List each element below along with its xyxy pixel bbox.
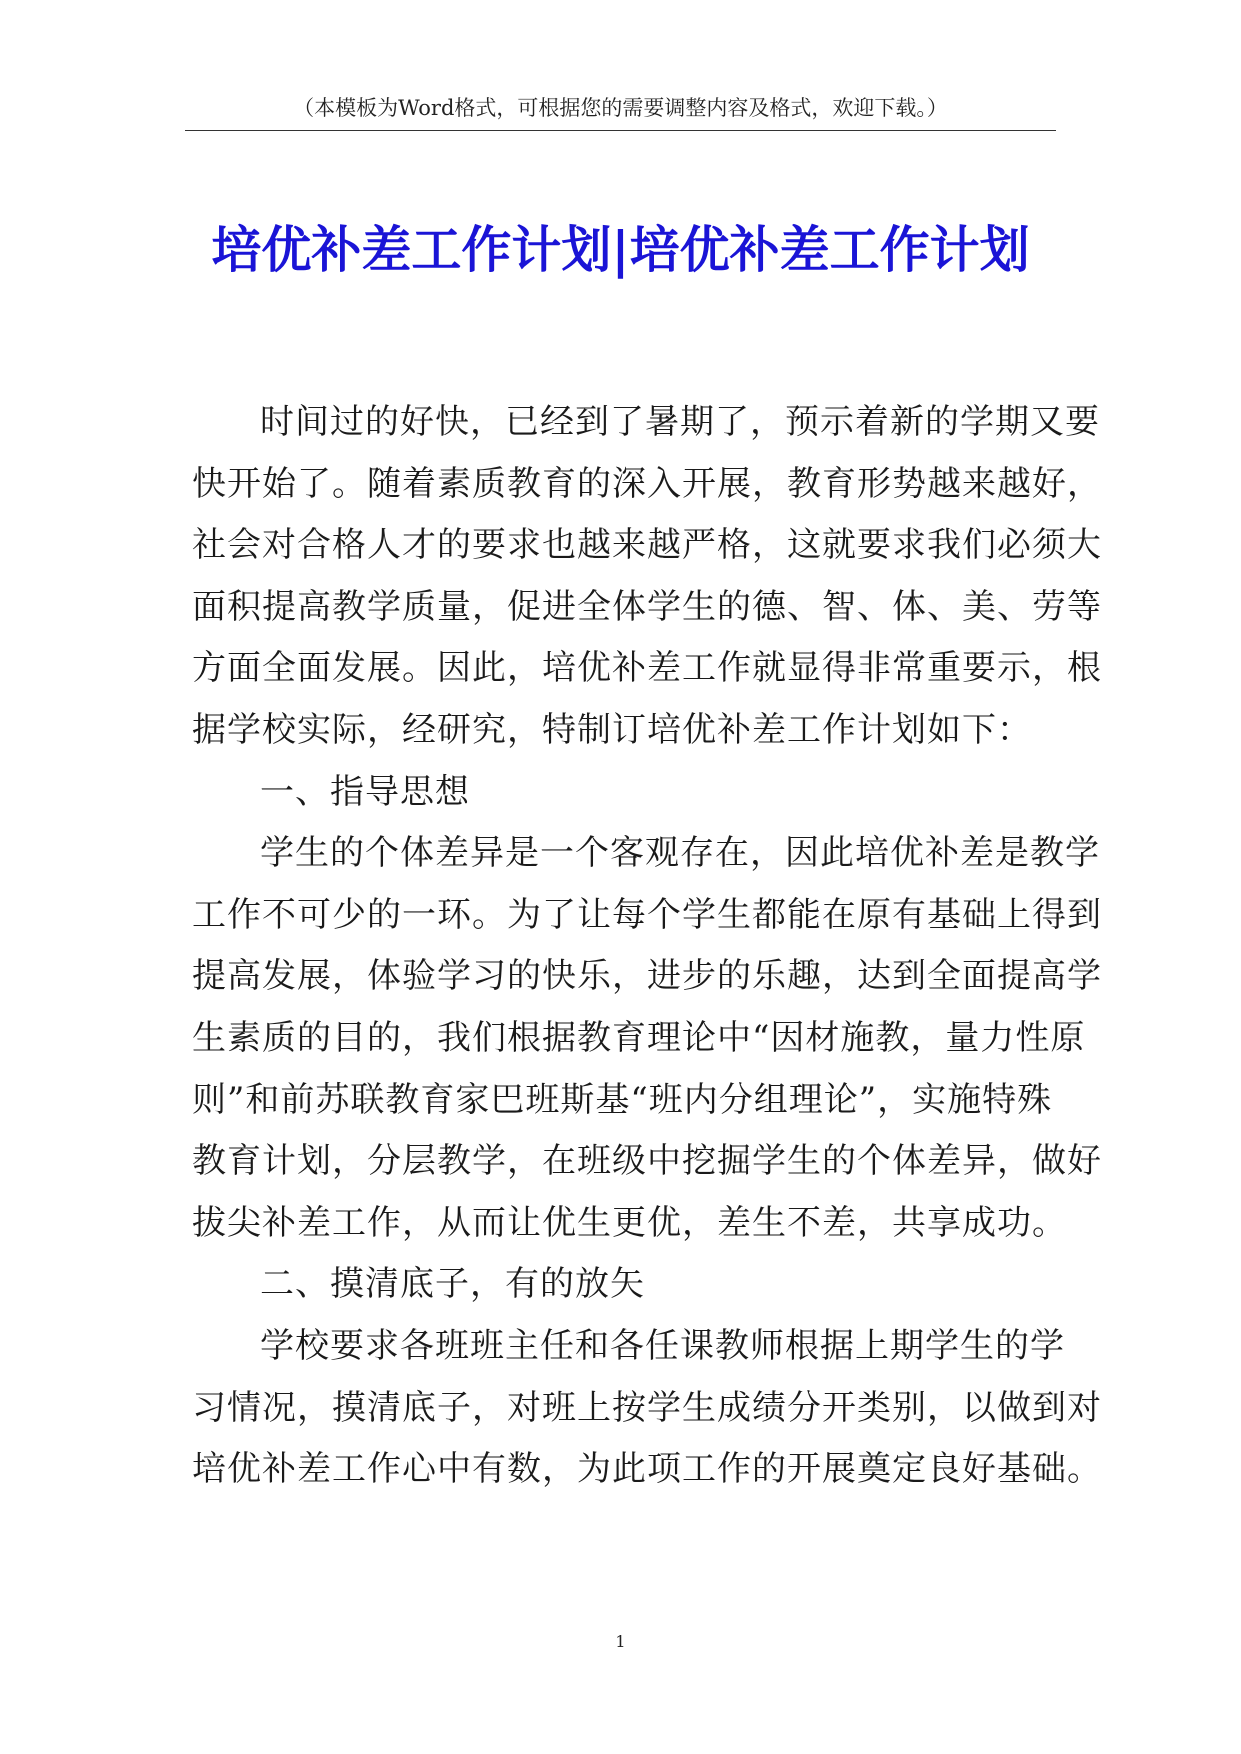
document-body bbox=[192, 392, 1102, 1501]
body-line: 面积提高教学质量，促进全体学生的德、智、体、美、劳等 bbox=[192, 586, 1102, 627]
body-line: 工作不可少的一环。为了让每个学生都能在原有基础上得到 bbox=[192, 894, 1102, 935]
body-line: 时间过的好快，已经到了暑期了，预示着新的学期又要 bbox=[260, 402, 1100, 442]
header-divider bbox=[185, 130, 1056, 131]
body-line: 生素质的目的，我们根据教育理论中“因材施教，量力性原 bbox=[192, 1017, 1086, 1058]
section-heading: 一、指导思想 bbox=[260, 771, 470, 812]
body-line: 习情况，摸清底子，对班上按学生成绩分开类别，以做到对 bbox=[192, 1387, 1102, 1428]
section-heading: 二、摸清底子，有的放矢 bbox=[260, 1264, 645, 1305]
body-line: 学生的个体差异是一个客观存在，因此培优补差是教学 bbox=[260, 833, 1100, 874]
body-line: 学校要求各班班主任和各任课教师根据上期学生的学 bbox=[260, 1325, 1065, 1366]
page-number: 1 bbox=[615, 1632, 626, 1651]
body-line: 则”和前苏联教育家巴班斯基“班内分组理论”，实施特殊 bbox=[192, 1079, 1053, 1120]
body-line: 据学校实际，经研究，特制订培优补差工作计划如下： bbox=[192, 709, 1032, 750]
body-line: 拔尖补差工作，从而让优生更优，差生不差，共享成功。 bbox=[192, 1202, 1067, 1243]
body-line: 方面全面发展。因此，培优补差工作就显得非常重要示，根 bbox=[192, 648, 1102, 689]
body-line: 培优补差工作心中有数，为此项工作的开展奠定良好基础。 bbox=[192, 1449, 1102, 1490]
body-line: 提高发展，体验学习的快乐，进步的乐趣，达到全面提高学 bbox=[192, 956, 1102, 997]
body-line: 教育计划，分层教学，在班级中挖掘学生的个体差异，做好 bbox=[192, 1141, 1102, 1182]
document-title: 培优补差工作计划|培优补差工作计划 bbox=[211, 220, 1030, 279]
header-note: （本模板为Word格式，可根据您的需要调整内容及格式，欢迎下载。） bbox=[293, 96, 948, 120]
body-line: 社会对合格人才的要求也越来越严格，这就要求我们必须大 bbox=[192, 525, 1102, 566]
body-line: 快开始了。随着素质教育的深入开展，教育形势越来越好， bbox=[192, 463, 1102, 504]
